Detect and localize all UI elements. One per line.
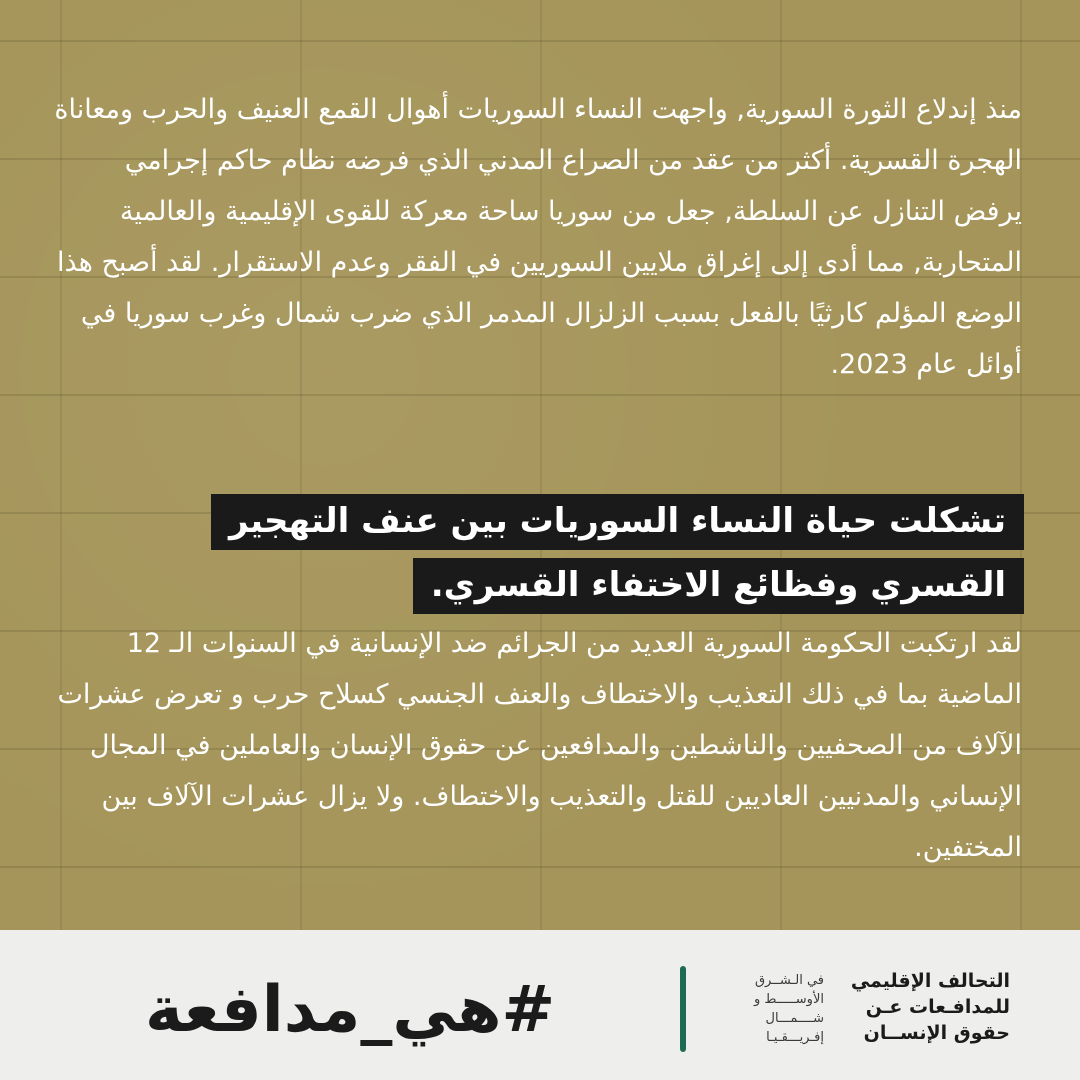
logo-sub-line: شــــمـــال bbox=[765, 1011, 824, 1026]
logo-sub-line: في الـشــرق bbox=[754, 973, 824, 988]
footer-bar bbox=[0, 930, 1080, 1080]
headline-line-2-wrapper bbox=[44, 558, 1024, 614]
logo-sub-line: الأوســـــط و bbox=[754, 992, 824, 1007]
campaign-hashtag: #هي_مدافعة bbox=[144, 973, 556, 1047]
logo-main-line: للمدافـعات عـن bbox=[865, 996, 1010, 1018]
logo-main-text bbox=[830, 968, 1010, 1046]
headline-line-1-wrapper bbox=[44, 494, 1024, 550]
logo-main-line: التحالف الإقليمي bbox=[850, 970, 1010, 992]
logo-main-line: حقوق الإنســان bbox=[863, 1022, 1010, 1044]
body-paragraph: لقد ارتكبت الحكومة السورية العديد من الجرائم ضد الإنسانية في السنوات الـ 12 الماضية بما في ذلك التعذيب والاختطاف والعنف الجنسي كسلاح حرب و تعرض عشرات الآلاف من الصحفيين والناشطين والمدافعين عن حقوق الإنسان والعاملين في المجال الإنساني والمدنيين العاديين للقتل والتعذيب والاختطاف. ولا يزال عشرات الآلاف بين المختفين. bbox=[57, 628, 1022, 863]
headline-line-2: القسري وفظائع الاختفاء القسري. bbox=[413, 558, 1024, 614]
logo-sub-text bbox=[724, 971, 824, 1047]
headline-line-1: تشكلت حياة النساء السوريات بين عنف التهجير bbox=[211, 494, 1024, 550]
coalition-logo bbox=[720, 968, 1010, 1050]
logo-sub-line: إفـريـــقـيـا bbox=[766, 1030, 824, 1045]
intro-paragraph: منذ إندلاع الثورة السورية, واجهت النساء السوريات أهوال القمع العنيف والحرب ومعاناة الهجرة القسرية. أكثر من عقد من الصراع المدني الذي فرضه نظام حاكم إجرامي يرفض التنازل عن السلطة, جعل من سوريا ساحة معركة للقوى الإقليمية والعالمية المتحاربة, مما أدى إلى إغراق ملايين السوريين في الفقر وعدم الاستقرار. لقد أصبح هذا الوضع المؤلم كارثيًا بالفعل بسبب الزلزال المدمر الذي ضرب شمال وغرب سوريا في أوائل عام 2023. bbox=[54, 94, 1022, 380]
footer-divider bbox=[680, 966, 686, 1052]
